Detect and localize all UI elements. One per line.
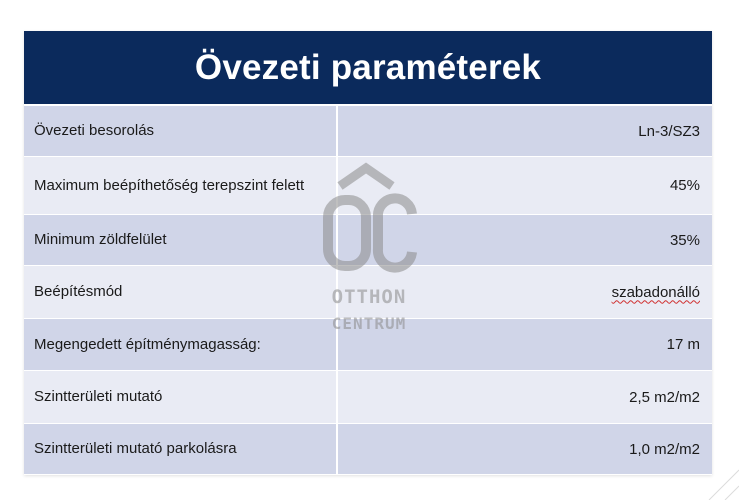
row-value-text: szabadonálló <box>611 283 700 301</box>
row-label: Övezeti besorolás <box>24 106 338 156</box>
row-value: 35% <box>669 231 700 249</box>
table-row <box>24 157 712 215</box>
row-label: Beépítésmód <box>24 266 338 318</box>
corner-decoration-icon <box>699 466 739 500</box>
row-value: 45% <box>669 177 700 194</box>
row-label: Szintterületi mutató parkolásra <box>24 424 338 474</box>
row-label: Szintterületi mutató <box>24 371 338 423</box>
row-value: 17 m <box>666 336 700 353</box>
table-row <box>24 106 712 157</box>
row-value: 2,5 m2/m2 <box>629 388 700 406</box>
table-header <box>24 31 712 106</box>
table-title: Övezeti paraméterek <box>194 47 542 87</box>
watermark-line2: CENTRUM <box>331 314 407 333</box>
table-row <box>24 266 712 319</box>
row-label: Minimum zöldfelület <box>24 215 338 265</box>
watermark-line1: OTTHON <box>331 286 407 308</box>
table-row <box>24 424 712 475</box>
table-row <box>24 371 712 424</box>
row-value: Ln-3/SZ3 <box>638 122 700 140</box>
row-value <box>338 266 712 318</box>
zoning-parameters-table <box>24 31 712 475</box>
row-label: Maximum beépíthetőség terepszint felett <box>24 157 338 214</box>
table-row <box>24 319 712 371</box>
table-row <box>24 215 712 266</box>
row-label: Megengedett építménymagasság: <box>24 319 338 370</box>
row-value: 1,0 m2/m2 <box>629 440 700 458</box>
